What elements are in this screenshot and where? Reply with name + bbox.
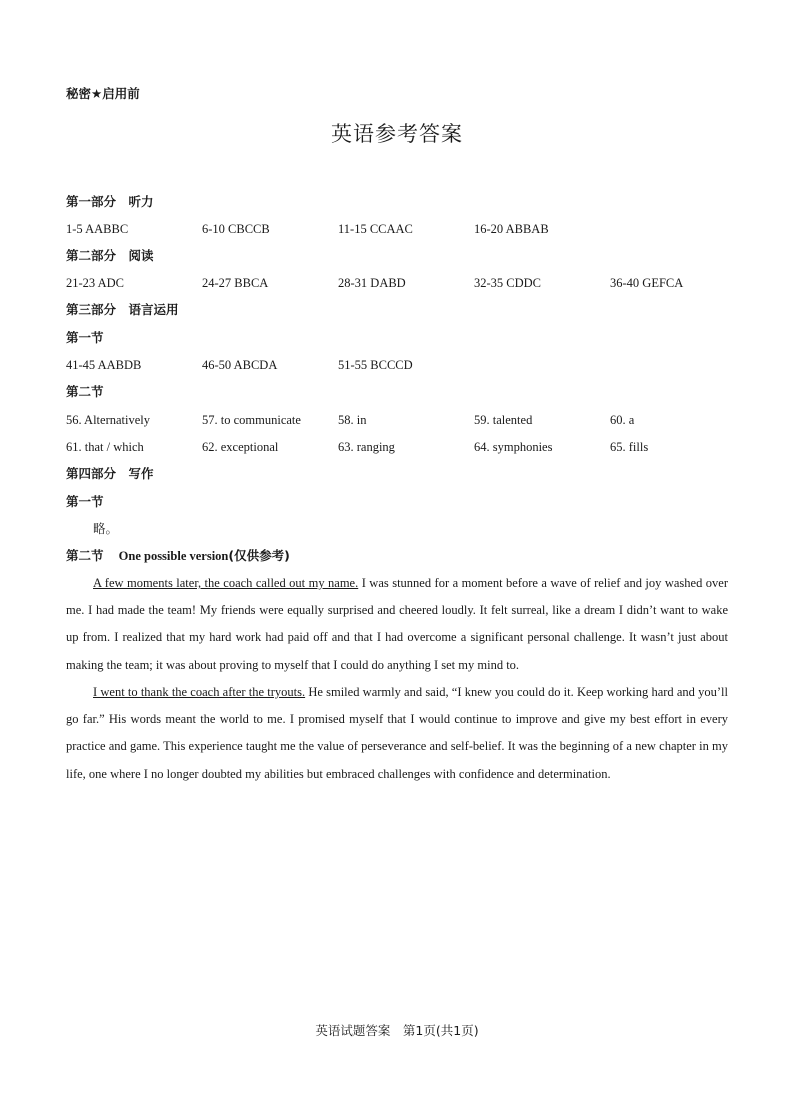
version-note: (仅供参考) xyxy=(228,548,290,563)
part3-section2-heading: 第二节 xyxy=(66,384,104,399)
given-sentence: A few moments later, the coach called out my name. xyxy=(93,576,359,590)
fill-answer: 56. Alternatively xyxy=(66,413,151,427)
answer-group: 28-31 DABD xyxy=(338,276,406,290)
essay-paragraph-2 xyxy=(66,679,728,788)
answer-group: 41-45 AABDB xyxy=(66,358,142,372)
fill-answer: 58. in xyxy=(338,413,367,427)
section2-label: 第二节 xyxy=(66,548,104,563)
fill-answer: 59. talented xyxy=(474,413,533,427)
answer-group: 46-50 ABCDA xyxy=(202,358,278,372)
part4-section1-content: 略。 xyxy=(93,521,119,536)
answer-group: 24-27 BBCA xyxy=(202,276,269,290)
paragraph-text: He smiled warmly and said, “I knew you could do it. Keep working hard and you’ll go far.” His words meant the world to me. I promised myself that I would continue to improve and give my best effort in every practice and game. This experience taught me the value of perseverance and self-belief. It was the beginning of a new chapter in my life, one where I no longer doubted my abilities but embraced challenges with confidence and determination. xyxy=(66,685,728,781)
answer-group: 6-10 CBCCB xyxy=(202,222,270,236)
page-title: 英语参考答案 xyxy=(331,122,463,146)
fill-answer: 57. to communicate xyxy=(202,413,301,427)
part4-heading: 第四部分 写作 xyxy=(66,466,154,481)
part3-heading: 第三部分 语言运用 xyxy=(66,302,179,317)
answer-group: 36-40 GEFCA xyxy=(610,276,684,290)
answer-group: 1-5 AABBC xyxy=(66,222,129,236)
given-sentence: I went to thank the coach after the tryouts. xyxy=(93,685,306,699)
fill-answer: 64. symphonies xyxy=(474,440,553,454)
part3-section1-heading: 第一节 xyxy=(66,330,104,345)
confidential-label: 秘密★启用前 xyxy=(66,86,140,101)
essay-paragraph-1 xyxy=(66,570,728,679)
part4-section2-heading xyxy=(66,547,290,565)
paragraph-text: I was stunned for a moment before a wave of relief and joy washed over me. I had made the team! My friends were equally surprised and cheered loudly. It felt surreal, like a dream I didn’t want to wake up from. I realized that my hard work had paid off and that I had overcome a significant personal challenge. It wasn’t just about making the team; it was about proving to myself that I could do anything I set my mind to. xyxy=(66,576,728,672)
fill-answer: 63. ranging xyxy=(338,440,395,454)
answer-group: 32-35 CDDC xyxy=(474,276,542,290)
part2-heading: 第二部分 阅读 xyxy=(66,248,154,263)
fill-answer: 62. exceptional xyxy=(202,440,279,454)
fill-answer: 61. that / which xyxy=(66,440,144,454)
answer-group: 51-55 BCCCD xyxy=(338,358,413,372)
part4-section1-heading: 第一节 xyxy=(66,494,104,509)
part1-heading: 第一部分 听力 xyxy=(66,194,154,209)
fill-answer: 65. fills xyxy=(610,440,649,454)
answer-group: 16-20 ABBAB xyxy=(474,222,549,236)
page-footer: 英语试题答案 第1页(共1页) xyxy=(315,1023,479,1038)
version-label: One possible version xyxy=(118,549,229,563)
answer-group: 11-15 CCAAC xyxy=(338,222,413,236)
fill-answer: 60. a xyxy=(610,413,635,427)
answer-group: 21-23 ADC xyxy=(66,276,124,290)
